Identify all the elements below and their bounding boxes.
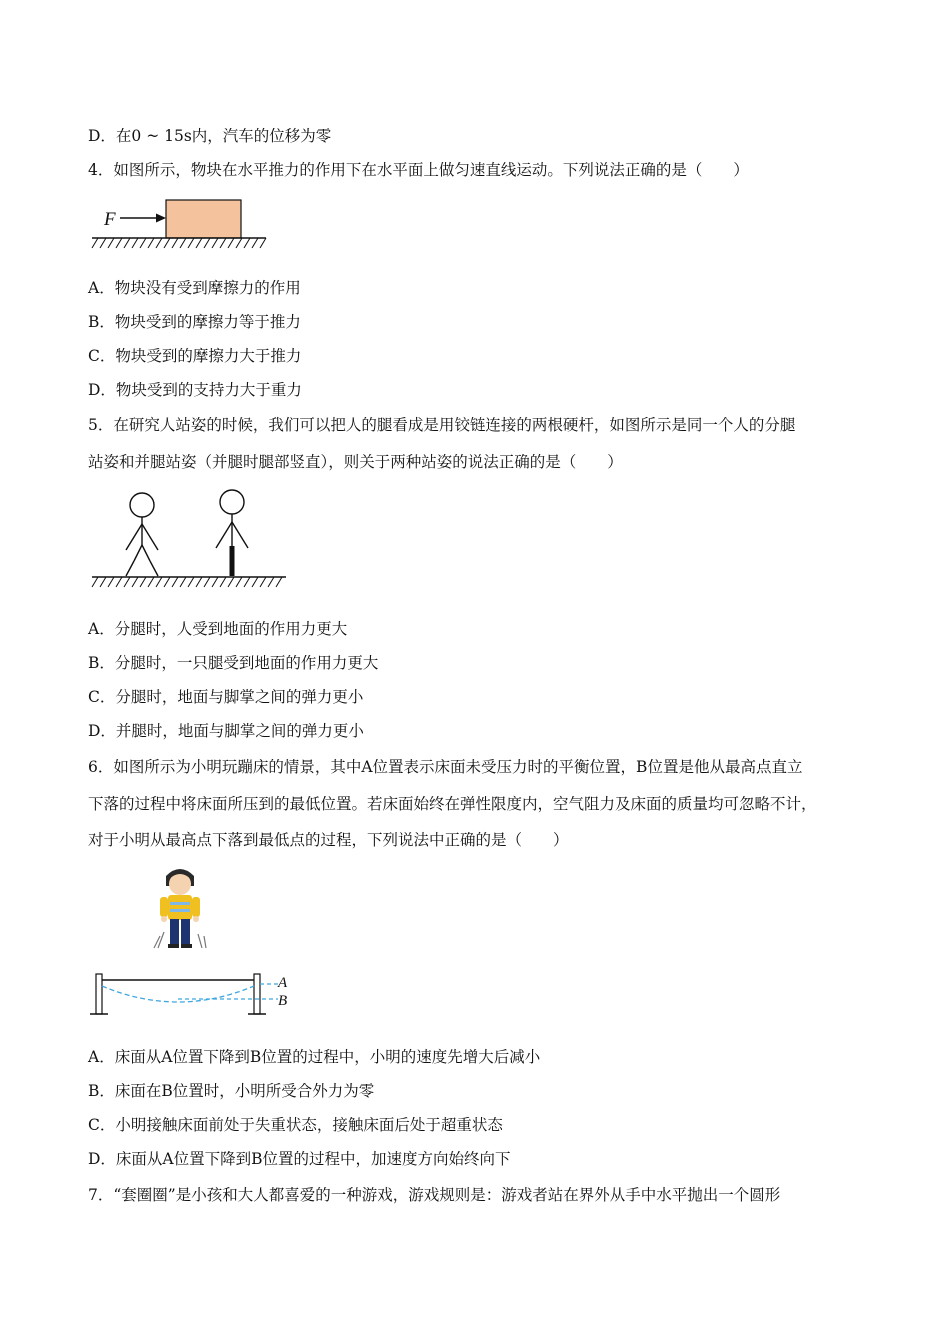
q6-figure <box>88 862 298 1022</box>
boy-illustration <box>154 869 206 948</box>
q5-option-a: A．分腿时，人受到地面的作用力更大 <box>88 620 348 638</box>
q6-stem-line1: 6．如图所示为小明玩蹦床的情景，其中A位置表示床面未受压力时的平衡位置，B位置是他从最高点直立 <box>88 758 803 776</box>
q4-figure <box>90 196 270 252</box>
q6-option-b: B．床面在B位置时，小明所受合外力为零 <box>88 1082 375 1100</box>
q6-option-a: A．床面从A位置下降到B位置的过程中，小明的速度先增大后减小 <box>88 1048 541 1066</box>
q6-option-d: D．床面从A位置下降到B位置的过程中，加速度方向始终向下 <box>88 1150 511 1168</box>
q4-option-a: A．物块没有受到摩擦力的作用 <box>88 279 301 297</box>
q5-stem-line2: 站姿和并腿站姿（并腿时腿部竖直），则关于两种站姿的说法正确的是（ ） <box>88 453 623 471</box>
q6-stem-line2: 下落的过程中将床面所压到的最低位置。若床面始终在弹性限度内，空气阻力及床面的质量均可忽略不计， <box>88 795 817 813</box>
trampoline <box>90 974 288 1014</box>
q4-stem: 4．如图所示，物块在水平推力的作用下在水平面上做匀速直线运动。下列说法正确的是（ ） <box>88 161 749 179</box>
block <box>166 200 241 238</box>
q5-option-b: B．分腿时，一只腿受到地面的作用力更大 <box>88 654 379 672</box>
q4-option-c: C．物块受到的摩擦力大于推力 <box>88 347 302 365</box>
q5-option-d: D．并腿时，地面与脚掌之间的弹力更小 <box>88 722 364 740</box>
q6-stem-line3: 对于小明从最高点下落到最低点的过程，下列说法中正确的是（ ） <box>88 831 569 849</box>
q7-stem-line1: 7．“套圈圈”是小孩和大人都喜爱的一种游戏，游戏规则是：游戏者站在界外从手中水平抛出一个圆形 <box>88 1186 781 1204</box>
together-leg-stick-figure <box>216 490 248 576</box>
q4-option-d: D．物块受到的支持力大于重力 <box>88 381 302 399</box>
q3-option-d: D．在0 ~ 15s内，汽车的位移为零 <box>88 127 332 145</box>
q5-figure <box>90 488 290 592</box>
label-b: B <box>278 993 288 1009</box>
q5-stem-line1: 5．在研究人站姿的时候，我们可以把人的腿看成是用铰链连接的两根硬杆，如图所示是同一个人的分腿 <box>88 416 796 434</box>
label-a: A <box>278 975 288 991</box>
force-label: F <box>104 209 116 230</box>
q4-option-b: B．物块受到的摩擦力等于推力 <box>88 313 301 331</box>
q5-option-c: C．分腿时，地面与脚掌之间的弹力更小 <box>88 688 364 706</box>
split-leg-stick-figure <box>126 493 158 576</box>
q6-option-c: C．小明接触床面前处于失重状态，接触床面后处于超重状态 <box>88 1116 503 1134</box>
